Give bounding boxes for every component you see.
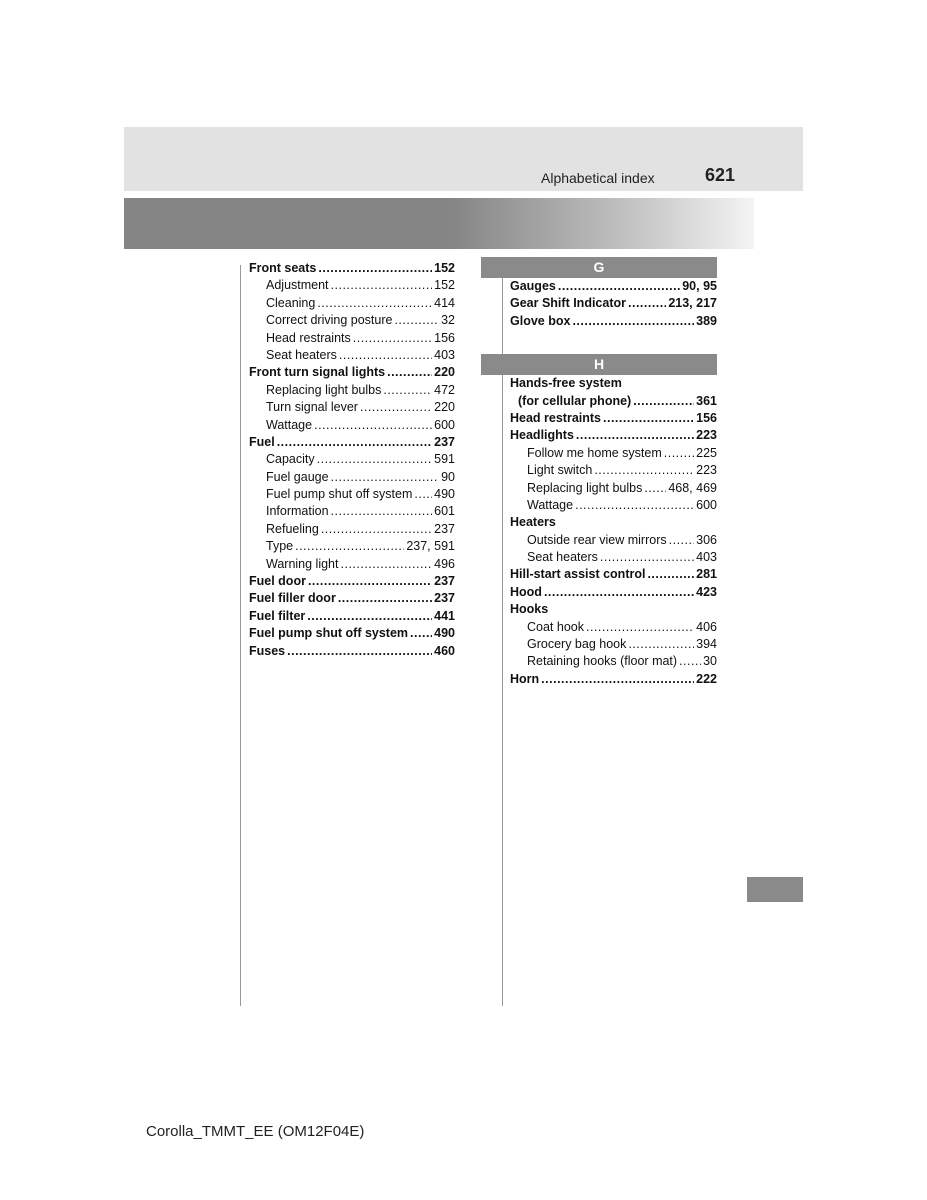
index-entry	[510, 619, 717, 636]
index-entry-term: Wattage	[527, 497, 574, 512]
dot-leader	[603, 410, 694, 427]
index-entry-page: 237	[434, 591, 455, 606]
index-entry-term: Correct driving posture	[266, 313, 393, 328]
header-band	[124, 127, 803, 191]
index-entry-term: Hands-free system	[510, 376, 622, 391]
dot-leader	[575, 497, 694, 514]
index-entry-page: 281	[696, 567, 717, 582]
index-entry-page: 237, 591	[406, 539, 455, 554]
index-entry-term: Wattage	[266, 417, 313, 432]
index-entry	[249, 399, 455, 416]
dot-leader	[544, 584, 694, 601]
index-entry-term: Hooks	[510, 602, 549, 617]
index-entry-page: 460	[434, 643, 455, 658]
index-entry-page: 490	[434, 487, 455, 502]
index-entry-page: 32	[441, 313, 455, 328]
index-entry-term: Fuel filler door	[249, 591, 336, 606]
index-entry-page: 441	[434, 608, 455, 623]
index-entry-page: 30	[703, 654, 717, 669]
dot-leader	[586, 619, 694, 636]
dot-leader	[317, 295, 432, 312]
dot-leader	[576, 427, 694, 444]
index-entry	[510, 636, 717, 653]
dot-leader	[314, 417, 432, 434]
index-entry	[510, 462, 717, 479]
dot-leader	[331, 503, 433, 520]
index-entry-page: 223	[696, 428, 717, 443]
dot-leader	[541, 671, 694, 688]
dot-leader	[308, 573, 432, 590]
index-entry-term: Seat heaters	[527, 550, 598, 565]
index-entry-page: 90	[441, 469, 455, 484]
index-entry-term: Fuel pump shut off system	[249, 626, 409, 641]
index-entry-page: 220	[434, 400, 455, 415]
index-entry	[510, 601, 717, 618]
dot-leader	[572, 313, 694, 330]
index-entry	[510, 445, 717, 462]
index-entry	[510, 313, 717, 330]
index-entry-term: Retaining hooks (floor mat)	[527, 654, 678, 669]
index-entry-page: 222	[696, 671, 717, 686]
index-entry-page: 414	[434, 295, 455, 310]
index-entry-term: Hill-start assist control	[510, 567, 646, 582]
index-entry	[510, 514, 717, 531]
dot-leader	[295, 538, 404, 555]
index-entry	[249, 451, 455, 468]
index-entry	[510, 480, 717, 497]
index-entry	[249, 590, 455, 607]
index-entry	[510, 410, 717, 427]
index-entry	[510, 653, 717, 670]
dot-leader	[360, 399, 432, 416]
index-entry-term: Information	[266, 504, 329, 519]
index-entry-page: 406	[696, 619, 717, 634]
index-entry-term: Turn signal lever	[266, 400, 358, 415]
footer-model-code: Corolla_TMMT_EE (OM12F04E)	[146, 1123, 365, 1140]
index-entry-page: 220	[434, 365, 455, 380]
index-entry-page: 213, 217	[668, 296, 717, 311]
index-entry-term: Front turn signal lights	[249, 365, 386, 380]
dot-leader	[353, 330, 432, 347]
dot-leader	[633, 393, 694, 410]
index-entry	[510, 549, 717, 566]
index-entry-page: 468, 469	[668, 480, 717, 495]
dot-leader	[679, 653, 701, 670]
index-entry-page: 490	[434, 626, 455, 641]
dot-leader	[287, 643, 432, 660]
dot-leader	[414, 486, 432, 503]
index-entry	[249, 277, 455, 294]
index-entry-page: 423	[696, 584, 717, 599]
index-entry-term: Adjustment	[266, 278, 329, 293]
index-entry	[510, 497, 717, 514]
section-title: Alphabetical index	[541, 170, 655, 186]
dot-leader	[331, 277, 433, 294]
index-entry-page: 600	[696, 497, 717, 512]
index-entry	[249, 573, 455, 590]
dot-leader	[317, 451, 433, 468]
index-entry-page: 156	[434, 330, 455, 345]
dot-leader	[647, 566, 694, 583]
dot-leader	[383, 382, 432, 399]
left-column-rule	[240, 265, 241, 1006]
index-entry-page: 496	[434, 556, 455, 571]
index-entry-page: 306	[696, 532, 717, 547]
index-entry-page: 156	[696, 410, 717, 425]
index-entry-term: Coat hook	[527, 619, 584, 634]
index-entry-term: Head restraints	[510, 410, 602, 425]
index-entry	[249, 312, 455, 329]
index-entry-term: Headlights	[510, 428, 574, 443]
dot-leader	[321, 521, 432, 538]
index-entry-page: 601	[434, 504, 455, 519]
index-entry-term: Outside rear view mirrors	[527, 532, 667, 547]
index-entry-page: 152	[434, 278, 455, 293]
index-column-left	[249, 260, 455, 660]
index-entry-page: 472	[434, 382, 455, 397]
dot-leader	[600, 549, 694, 566]
dot-leader	[307, 608, 432, 625]
index-entry-term: Warning light	[266, 556, 339, 571]
index-entry-page: 361	[696, 393, 717, 408]
index-entry-term: Fuel door	[249, 574, 306, 589]
index-entry-term: Gear Shift Indicator	[510, 296, 626, 311]
index-entry-page: 403	[696, 550, 717, 565]
index-entry	[249, 608, 455, 625]
index-entry-term: Fuses	[249, 643, 286, 658]
index-entry	[249, 417, 455, 434]
dot-leader	[277, 434, 432, 451]
dot-leader	[339, 347, 432, 364]
index-entry-term: Gauges	[510, 279, 556, 293]
index-entry-term: Follow me home system	[527, 445, 662, 460]
dot-leader	[318, 260, 432, 277]
dot-leader	[628, 636, 694, 653]
index-entry-term: Seat heaters	[266, 347, 337, 362]
index-entry	[249, 364, 455, 381]
section-g-entries	[510, 278, 717, 330]
index-entry	[249, 538, 455, 555]
index-entry	[510, 584, 717, 601]
index-entry-term: Refueling	[266, 521, 319, 536]
index-entry-term: Type	[266, 539, 294, 554]
index-entry	[249, 521, 455, 538]
dot-leader	[331, 469, 440, 486]
index-entry-page: 90, 95	[682, 279, 717, 293]
index-entry-term: Cleaning	[266, 295, 316, 310]
dot-leader	[644, 480, 666, 497]
index-entry	[249, 486, 455, 503]
index-entry-page: 600	[434, 417, 455, 432]
dot-leader	[341, 556, 433, 573]
index-entry-term: Capacity	[266, 452, 315, 467]
index-entry-term: Hood	[510, 584, 542, 599]
index-column-right	[481, 257, 717, 688]
index-entry	[249, 556, 455, 573]
dot-leader	[387, 364, 432, 381]
index-entry-term: Head restraints	[266, 330, 351, 345]
dot-leader	[558, 278, 680, 295]
dot-leader	[664, 445, 694, 462]
index-entry-term: Front seats	[249, 261, 317, 275]
index-entry-page: 389	[696, 313, 717, 328]
index-entry	[249, 260, 455, 277]
index-entry-term: Light switch	[527, 463, 593, 478]
dot-leader	[669, 532, 695, 549]
letter-heading-h: H	[481, 354, 717, 375]
dot-leader	[410, 625, 432, 642]
index-entry	[510, 566, 717, 583]
page-number: 621	[705, 165, 736, 185]
index-entry-page: 394	[696, 637, 717, 652]
index-entry-term: (for cellular phone)	[518, 393, 632, 408]
index-entry-page: 237	[434, 434, 455, 449]
index-entry	[249, 295, 455, 312]
index-entry-page: 591	[434, 452, 455, 467]
index-entry	[510, 427, 717, 444]
index-entry	[249, 469, 455, 486]
index-entry-page: 237	[434, 521, 455, 536]
index-entry-term: Replacing light bulbs	[527, 480, 643, 495]
index-entry	[249, 347, 455, 364]
index-entry-term: Replacing light bulbs	[266, 382, 382, 397]
index-entry-page: 152	[434, 261, 455, 275]
index-thumb-tab	[747, 877, 803, 902]
dot-leader	[594, 462, 694, 479]
index-entry	[249, 434, 455, 451]
dot-leader	[394, 312, 439, 329]
index-entry-page: 237	[434, 574, 455, 589]
letter-heading-g: G	[481, 257, 717, 278]
index-entry	[510, 532, 717, 549]
index-entry-page: 403	[434, 347, 455, 362]
index-entry	[510, 278, 717, 295]
index-entry	[510, 295, 717, 312]
dot-leader	[338, 590, 432, 607]
index-entry	[249, 643, 455, 660]
index-entry-term: Fuel gauge	[266, 469, 329, 484]
index-entry	[249, 330, 455, 347]
index-entry-term: Horn	[510, 671, 540, 686]
index-entry-term: Heaters	[510, 515, 556, 530]
index-entry-term: Fuel pump shut off system	[266, 487, 413, 502]
index-entry-page: 225	[696, 445, 717, 460]
index-entry	[249, 503, 455, 520]
index-entry-term: Fuel	[249, 434, 275, 449]
index-entry	[249, 625, 455, 642]
index-entry-term: Grocery bag hook	[527, 637, 627, 652]
index-entry	[249, 382, 455, 399]
index-entry	[510, 671, 717, 688]
section-h-entries	[510, 375, 717, 688]
dot-leader	[628, 295, 666, 312]
index-entry-page: 223	[696, 463, 717, 478]
index-entry	[510, 375, 717, 392]
index-entry-term: Fuel filter	[249, 608, 306, 623]
index-entry-term: Glove box	[510, 313, 571, 328]
decorative-gradient-band	[124, 198, 754, 249]
index-entry	[510, 393, 717, 410]
